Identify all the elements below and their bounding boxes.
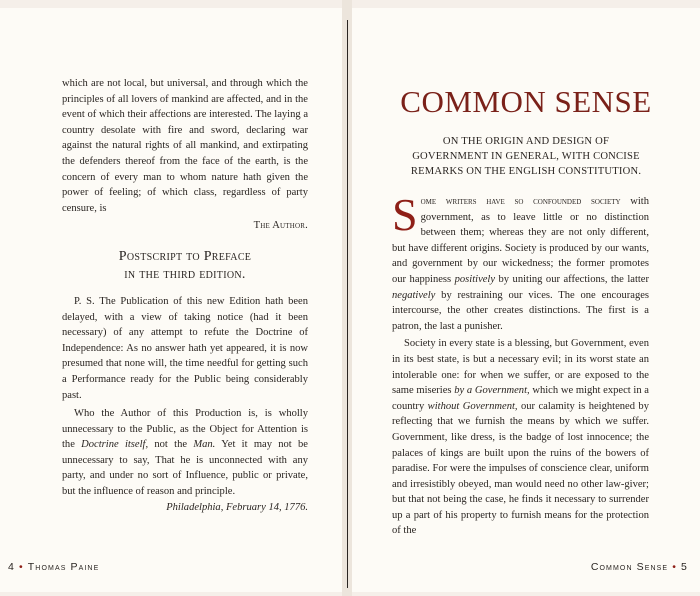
lead-in-smallcaps: ome writers have so confounded society [420, 196, 621, 207]
negatively-emphasis: negatively [392, 289, 436, 301]
doctrine-emphasis: Doctrine itself, [81, 439, 149, 451]
right-footer [591, 561, 688, 573]
opening-paragraph-text: by restraining our vices. The one encourages intercourse, the other creates distinctions. The first is a patron, the last a punisher. [392, 289, 649, 332]
without-government-emphasis: without Government, [427, 400, 518, 412]
ps-paragraph: P. S. The Publication of this new Edition hath been delayed, with a view of taking notice (had it been necessary) of any attempt to refute the Doctrine of Independence: As no answer hath yet appeared, it is now presumed that none will, the time needful for getting such a Performance ready for the Public being considerably past. [62, 295, 308, 401]
postscript-heading-line1: Postscript to Preface [118, 248, 252, 264]
postscript-heading-line2: in the third edition. [124, 266, 246, 282]
footer-bullet-right: • [672, 561, 678, 573]
author-signature: The Author. [253, 220, 308, 232]
drop-cap: S [392, 189, 418, 240]
footer-bullet-left: • [18, 561, 24, 573]
right-column [392, 189, 649, 539]
subtitle-line2: GOVERNMENT IN GENERAL, WITH CONCISE [412, 151, 640, 162]
left-page [0, 8, 342, 592]
chapter-subtitle [352, 134, 700, 179]
second-paragraph-text: which we might expect in a country [392, 385, 649, 412]
gutter-line [347, 20, 348, 588]
running-head-right: Common Sense [590, 561, 669, 573]
left-footer [8, 561, 99, 573]
author-paragraph-text: not the [148, 439, 194, 451]
by-government-emphasis: by a Government, [454, 385, 530, 397]
author-paragraph-text: Who the Author of this Production is, is wholly unnecessary to the Public, as the Object for Attention is the [62, 408, 308, 451]
running-head-left: Thomas Paine [27, 561, 100, 573]
second-paragraph [392, 336, 649, 539]
right-page [352, 8, 700, 592]
author-paragraph-text: Yet it may not be unnecessary to say, That he is unconnected with any party, and under no sort of Influence, public or private, but the influence of reason and principle. [62, 439, 308, 498]
opening-paragraph-text: by uniting our affections, the latter [495, 273, 649, 285]
intro-paragraph: which are not local, but universal, and through which the principles of all lovers of mankind are affected, and in the event of which their affections are interested. The laying a country desolate with fire and sword, declaring war against the natural rights of all mankind, and extirpating the defenders thereof from the face of the earth, is the concern of every man to whom nature hath given the power of feeling; of which class, regardless of party censure, is [62, 78, 308, 214]
opening-paragraph-text: with government, as to leave little or no distinction between them; whereas they are not only different, but have different origins. Society is produced by our wants, and government by our wickedness; the former promotes our happiness [392, 196, 649, 285]
postscript-heading [62, 248, 308, 284]
page-number-left: 4 [8, 561, 15, 573]
page-number-right: 5 [681, 561, 688, 573]
subtitle-line1: ON THE ORIGIN AND DESIGN OF [442, 136, 610, 147]
chapter-title: COMMON SENSE [400, 84, 652, 119]
dateline: Philadelphia, February 14, 1776. [166, 501, 308, 513]
author-paragraph [62, 406, 308, 500]
left-column [62, 76, 308, 515]
man-emphasis: Man. [193, 439, 216, 451]
subtitle-line3: REMARKS ON THE ENGLISH CONSTITUTION. [410, 166, 642, 177]
second-paragraph-text: Society in every state is a blessing, but Government, even in its best state, is but a necessary evil; in its worst state an intolerable one: for when we suffer, or are exposed to the same miseries [392, 338, 649, 397]
opening-paragraph [392, 189, 649, 334]
positively-emphasis: positively [454, 273, 496, 285]
second-paragraph-text: our calamity is heightened by reflecting that we furnish the means by which we suffer. Government, like dress, is the badge of lost innocence; the palaces of kings are built upon the ruins of the bowers of paradise. For were the impulses of conscience clear, uniform and irresistibly obeyed, man would need no other law-giver; but that not being the case, he finds it necessary to surrender up a part of his property to furnish means for the protection of the [392, 400, 649, 537]
